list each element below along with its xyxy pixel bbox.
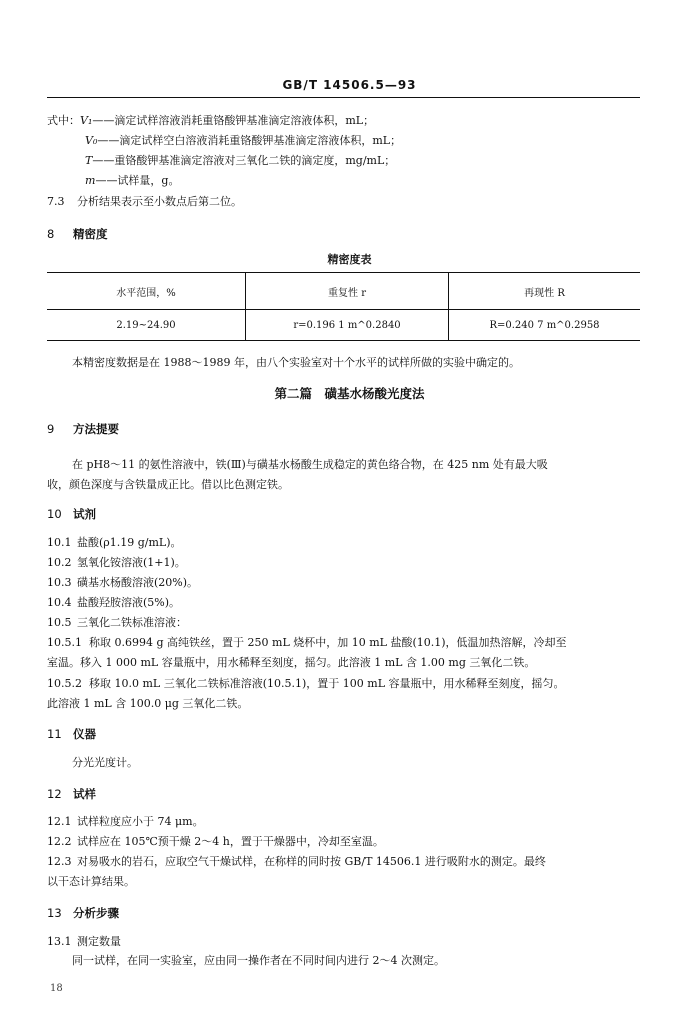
- clause-title: 测定数量: [77, 935, 121, 948]
- clause-10-5-2-line-1: [47, 677, 565, 691]
- method-summary-line-2: 收，颜色深度与含铁量成正比。借以比色测定铁。: [47, 478, 289, 491]
- table-header-cell: 重复性 r: [246, 273, 449, 310]
- where-symbol: V₀: [85, 134, 98, 147]
- page-number: 18: [50, 983, 63, 994]
- clause-text: 盐酸(ρ1.19 g/mL)。: [77, 536, 182, 549]
- sample-item: [47, 835, 384, 849]
- clause-text: 磺基水杨酸溶液(20%)。: [77, 576, 199, 589]
- clause-number: 10.2: [47, 556, 72, 569]
- section-9-heading: [47, 421, 119, 437]
- section-12-heading: [47, 786, 96, 802]
- where-dash: ——: [95, 174, 118, 187]
- clause-text: 移取 10.0 mL 三氧化二铁标准溶液(10.5.1)，置于 100 mL 容量瓶中，用水稀释至刻度，摇匀。: [89, 677, 565, 690]
- reagent-item: [47, 576, 198, 590]
- section-number: 12: [47, 787, 62, 801]
- table-row: [47, 310, 640, 341]
- standard-header: GB/T 14506.5—93: [282, 78, 417, 92]
- section-number: 8: [47, 227, 55, 241]
- clause-10-5-2-line-2: 此溶液 1 mL 含 100.0 μg 三氧化二铁。: [47, 697, 249, 710]
- section-11-heading: [47, 726, 96, 742]
- clause-13-1-text: 同一试样，在同一实验室，应由同一操作者在不同时间内进行 2～4 次测定。: [72, 954, 445, 967]
- table-cell: 2.19~24.90: [47, 310, 246, 341]
- where-symbol: V₁: [80, 114, 93, 127]
- where-line-1: [47, 114, 374, 128]
- table-header-cell: 再现性 R: [449, 273, 641, 310]
- table-header-row: [47, 273, 640, 310]
- where-desc: 试样量，g。: [117, 174, 180, 187]
- where-symbol: m: [85, 174, 96, 187]
- instrument-text: 分光光度计。: [72, 756, 138, 769]
- section-8-heading: [47, 226, 108, 242]
- reagent-item: [47, 556, 186, 570]
- where-line-3: [85, 154, 395, 168]
- section-title: 仪器: [73, 727, 96, 741]
- clause-number: 10.3: [47, 576, 72, 589]
- clause-text: 三氧化二铁标准溶液：: [77, 616, 187, 629]
- clause-number: 10.4: [47, 596, 72, 609]
- section-10-heading: [47, 506, 96, 522]
- section-number: 11: [47, 727, 62, 741]
- table-header-cell: 水平范围，%: [47, 273, 246, 310]
- reagent-item: [47, 596, 180, 610]
- reagent-item: [47, 616, 187, 630]
- clause-number: 10.5.2: [47, 677, 82, 690]
- clause-text: 试样应在 105℃预干燥 2～4 h，置于干燥器中，冷却至室温。: [77, 835, 384, 848]
- where-dash: ——: [97, 134, 120, 147]
- where-symbol: T: [85, 154, 93, 167]
- sample-item: [47, 815, 204, 829]
- clause-7-3: [47, 195, 242, 209]
- where-desc: 滴定试样空白溶液消耗重铬酸钾基准滴定溶液体积，mL；: [119, 134, 402, 147]
- sample-item-continuation: 以干态计算结果。: [47, 875, 135, 888]
- section-13-heading: [47, 905, 119, 921]
- table-caption: 精密度表: [327, 253, 372, 266]
- clause-text: 盐酸羟胺溶液(5%)。: [77, 596, 181, 609]
- precision-note: 本精密度数据是在 1988～1989 年，由八个实验室对十个水平的试样所做的实验中确定的。: [72, 356, 520, 369]
- clause-text: 分析结果表示至小数点后第二位。: [77, 195, 242, 208]
- clause-10-5-1-line-2: 室温。移入 1 000 mL 容量瓶中，用水稀释至刻度，摇匀。此溶液 1 mL 含 1.00 mg 三氧化二铁。: [47, 656, 536, 669]
- where-dash: ——: [92, 114, 115, 127]
- clause-number: 10.5: [47, 616, 72, 629]
- section-title: 精密度: [73, 227, 108, 241]
- table-cell: r=0.196 1 m^0.2840: [246, 310, 449, 341]
- section-title: 方法提要: [73, 422, 119, 436]
- clause-13-1-heading: [47, 935, 121, 949]
- where-dash: ——: [92, 154, 115, 167]
- where-lead: 式中：: [47, 114, 80, 127]
- precision-table: [47, 272, 640, 341]
- section-number: 13: [47, 906, 62, 920]
- where-desc: 滴定试样溶液消耗重铬酸钾基准滴定溶液体积，mL；: [114, 114, 375, 127]
- clause-number: 13.1: [47, 935, 72, 948]
- clause-number: 12.3: [47, 855, 72, 868]
- clause-text: 对易吸水的岩石，应取空气干燥试样，在称样的同时按 GB/T 14506.1 进行吸附水的测定。最终: [77, 855, 546, 868]
- clause-number: 12.1: [47, 815, 72, 828]
- method-summary-line-1: 在 pH8～11 的氨性溶液中，铁(Ⅲ)与磺基水杨酸生成稳定的黄色络合物，在 425 nm 处有最大吸: [72, 458, 548, 471]
- clause-number: 12.2: [47, 835, 72, 848]
- clause-number: 10.5.1: [47, 636, 82, 649]
- clause-10-5-1-line-1: [47, 636, 567, 650]
- where-line-2: [85, 134, 401, 148]
- sample-item: [47, 855, 546, 869]
- section-number: 9: [47, 422, 55, 436]
- where-line-4: [85, 174, 179, 188]
- clause-text: 称取 0.6994 g 高纯铁丝，置于 250 mL 烧杯中，加 10 mL 盐酸(10.1)，低温加热溶解，冷却至: [89, 636, 567, 649]
- clause-text: 试样粒度应小于 74 μm。: [77, 815, 204, 828]
- clause-number: 7.3: [47, 195, 65, 208]
- section-number: 10: [47, 507, 62, 521]
- clause-number: 10.1: [47, 536, 72, 549]
- section-title: 试样: [73, 787, 96, 801]
- part-two-title: 第二篇 磺基水杨酸光度法: [274, 386, 425, 401]
- clause-text: 氢氧化铵溶液(1+1)。: [77, 556, 186, 569]
- header-rule: [47, 97, 640, 98]
- section-title: 试剂: [73, 507, 96, 521]
- reagent-item: [47, 536, 182, 550]
- section-title: 分析步骤: [73, 906, 119, 920]
- where-desc: 重铬酸钾基准滴定溶液对三氧化二铁的滴定度，mg/mL；: [114, 154, 396, 167]
- table-cell: R=0.240 7 m^0.2958: [449, 310, 641, 341]
